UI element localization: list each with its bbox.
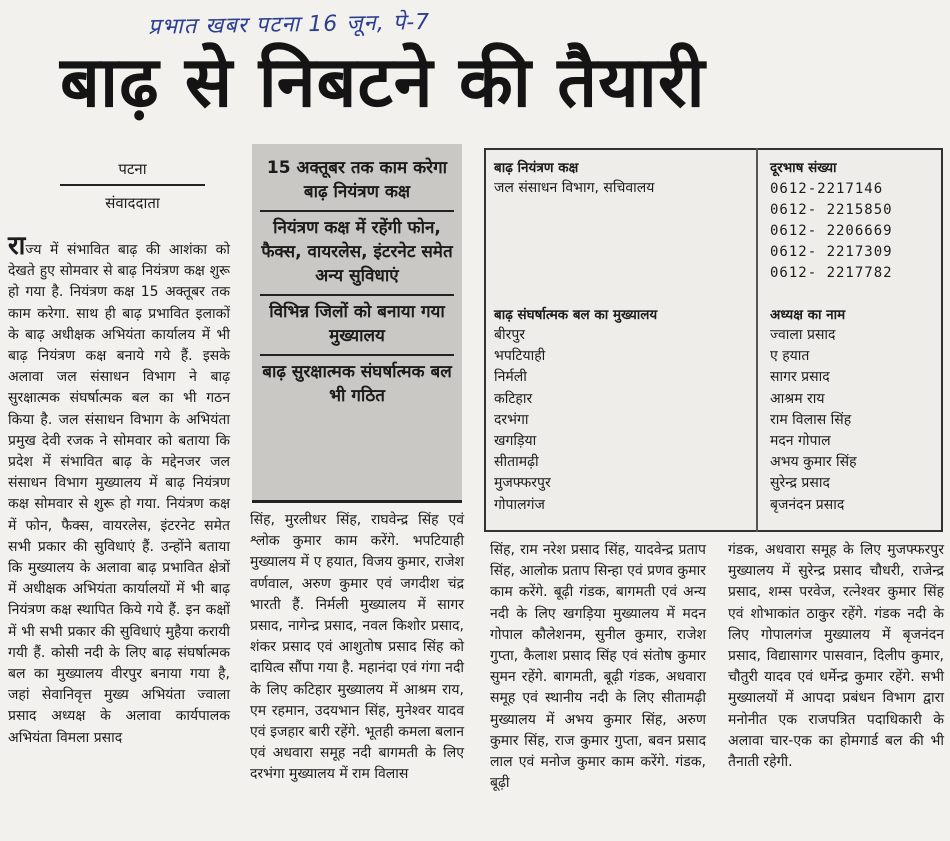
article-column-3: सिंह, राम नरेश प्रसाद सिंह, यादवेन्द्र प्रताप सिंह, आलोक प्रताप सिन्हा एवं प्रणव कुमार काम करेंगे. बूढ़ी गंडक, बागमती एवं अन्य नदी के लिए खगड़िया मुख्यालय में मदन गोपाल कौलेशनम, सुनील कुमार, राजेश गुप्ता, कैलाश प्रसाद सिंह एवं संतोष कुमार सुमन रहेंगे. बागमती, बूढ़ी गंडक, अधवारा समूह एवं स्थानीय नदी के लिए सीतामढ़ी मुख्यालय में अभय कुमार सिंह, अरुण कुमार सिंह, राज कुमार गुप्ता, बवन प्रसाद लाल एवं मनोज कुमार काम करेंगे. गंडक, बूढ़ी [490,542,706,792]
chair-item: मदन गोपाल [770,433,831,450]
dropcap: रा [8,231,26,261]
highlights-sidebar [252,144,462,500]
dateline-rule [60,184,205,186]
headline: बाढ़ से निबटने की तैयारी [60,41,706,123]
hq-item: दरभंगा [494,411,529,428]
hq-list [494,325,551,516]
chair-item: सागर प्रसाद [770,369,830,386]
phone-heading: दूरभाष संख्या [770,160,837,176]
column-1-text: ज्य में संभावित बाढ़ की आशंका को देखते हुए सोमवार से बाढ़ नियंत्रण कक्ष शुरू हो गया है. नियंत्रण कक्ष 15 अक्तूबर तक काम करेगा. साथ ही बाढ़ प्रभावित इलाकों के बाढ़ अधीक्षक अभियंता कार्यालय में भी बाढ़ नियंत्रण कक्ष बनाये गये हैं. इसके अलावा जल संसाधन विभाग ने बाढ़ सुरक्षात्मक संघर्षात्मक बल का भी गठन किया है. जल संसाधन विभाग के अभियंता प्रमुख देवी रजक ने सोमवार को बताया कि प्रदेश में संभावित बाढ़ के मद्देनजर जल संसाधन विभाग मुख्यालय में बाढ़ नियंत्रण कक्ष सोमवार से शुरू हो गया. नियंत्रण कक्ष में फोन, फैक्स, वायरलेस, इंटरनेट समेत सभी प्रकार की सुविधाएं हैं. उन्होंने बताया कि मुख्यालय के अलावा बाढ़ प्रभावित क्षेत्रों में अधीक्षक अभियंता कार्यालयों में भी बाढ़ नियंत्रण कक्ष स्थापित किये गये हैं. इन कक्षों में भी सभी प्रकार की सुविधाएं मुहैया करायी गयी हैं. कोसी नदी के लिए बाढ़ संघर्षात्मक बल का मुख्यालय वीरपुर बनाया गया है, जहां सेवानिवृत्त मुख्य अभियंता ज्वाला प्रसाद अध्यक्ष के अलावा कार्यपालक अभियंता विमला प्रसाद [8,242,230,746]
sidebar-highlight: नियंत्रण कक्ष में रहेंगी फोन, फैक्स, वायरलेस, इंटरनेट समेत अन्य सुविधाएं [260,212,454,296]
phone-number: 0612- 2217782 [770,265,893,281]
chair-item: सुरेन्द्र प्रसाद [770,475,830,492]
hq-item: बीरपुर [494,327,526,343]
chair-item: अभय कुमार सिंह [770,454,857,471]
chair-item: बृजनंदन प्रसाद [770,496,845,513]
phone-number: 0612- 2217309 [770,244,893,260]
hq-item: मुजफ्फरपुर [494,475,551,492]
article-column-1 [8,231,230,749]
chair-item: ए हयात [770,348,810,365]
hq-item: भपटियाही [494,348,546,365]
phone-list [770,179,893,284]
hq-item: गोपालगंज [494,496,545,513]
phone-number: 0612- 2215850 [770,202,893,218]
dateline: पटना [118,160,147,178]
table-column-divider [756,148,758,532]
control-room-heading: बाढ़ नियंत्रण कक्ष [494,160,579,176]
sidebar-highlight: बाढ़ सुरक्षात्मक संघर्षात्मक बल भी गठित [262,362,452,406]
chair-list [770,325,857,516]
hq-item: निर्मली [494,369,527,386]
chair-item: ज्वाला प्रसाद [770,327,836,343]
sidebar-bottom-rule [252,500,462,503]
hq-item: कटिहार [494,390,533,407]
phone-number: 0612- 2206669 [770,223,893,239]
control-room-location: जल संसाधन विभाग, सचिवालय [494,180,655,196]
chair-item: राम विलास सिंह [770,411,852,428]
handwritten-source-note: प्रभात खबर पटना 16 जून, पे-7 [147,9,431,40]
sidebar-highlight: 15 अक्तूबर तक काम करेगा बाढ़ नियंत्रण कक्ष [260,152,454,212]
sidebar-highlight: विभिन्न जिलों को बनाया गया मुख्यालय [260,296,454,356]
hq-item: सीतामढ़ी [494,454,539,471]
chair-item: आश्रम राय [770,390,825,407]
hq-heading: बाढ़ संघर्षात्मक बल का मुख्यालय [494,307,658,323]
byline: संवाददाता [105,194,160,212]
chair-heading: अध्यक्ष का नाम [770,307,846,323]
article-column-4: गंडक, अधवारा समूह के लिए मुजफ्फरपुर मुख्यालय में सुरेन्द्र प्रसाद चौधरी, राजेन्द्र प्रसाद, शम्स परवेज, रत्नेश्वर कुमार सिंह एवं शोभाकांत ठाकुर रहेंगे. गंडक नदी के लिए गोपालगंज मुख्यालय में बृजनंदन प्रसाद, विद्यासागर पासवान, दिलीप कुमार, चौतुरी यादव एवं धर्मेन्द्र कुमार रहेंगे. सभी मुख्यालयों में आपदा प्रबंधन विभाग द्वारा मनोनीत एक राजपत्रित पदाधिकारी के अलावा चार-एक का होमगार्ड बल की भी तैनाती रहेगी. [728,542,944,771]
article-column-2: सिंह, मुरलीधर सिंह, राघवेन्द्र सिंह एवं श्लोक कुमार काम करेंगे. भपटियाही मुख्यालय में ए हयात, विजय कुमार, राजेश वर्णवाल, अरुण कुमार एवं जगदीश चंद्र भारती हैं. निर्मली मुख्यालय में सागर प्रसाद, नागेन्द्र प्रसाद, नवल किशोर प्रसाद, शंकर प्रसाद एवं आशुतोष प्रसाद सिंह को दायित्व सौंपा गया है. महानंदा एवं गंगा नदी के लिए कटिहार मुख्यालय में आश्रम राय, एम रहमान, उदयभान सिंह, मुनेश्वर यादव एवं इजहार बारी रहेंगे. भूतही कमला बलान एवं अधवारा समूह नदी बागमती के लिए दरभंगा मुख्यालय में राम विलास [250,512,464,783]
phone-number: 0612-2217146 [770,181,884,197]
hq-item: खगड़िया [494,433,537,450]
